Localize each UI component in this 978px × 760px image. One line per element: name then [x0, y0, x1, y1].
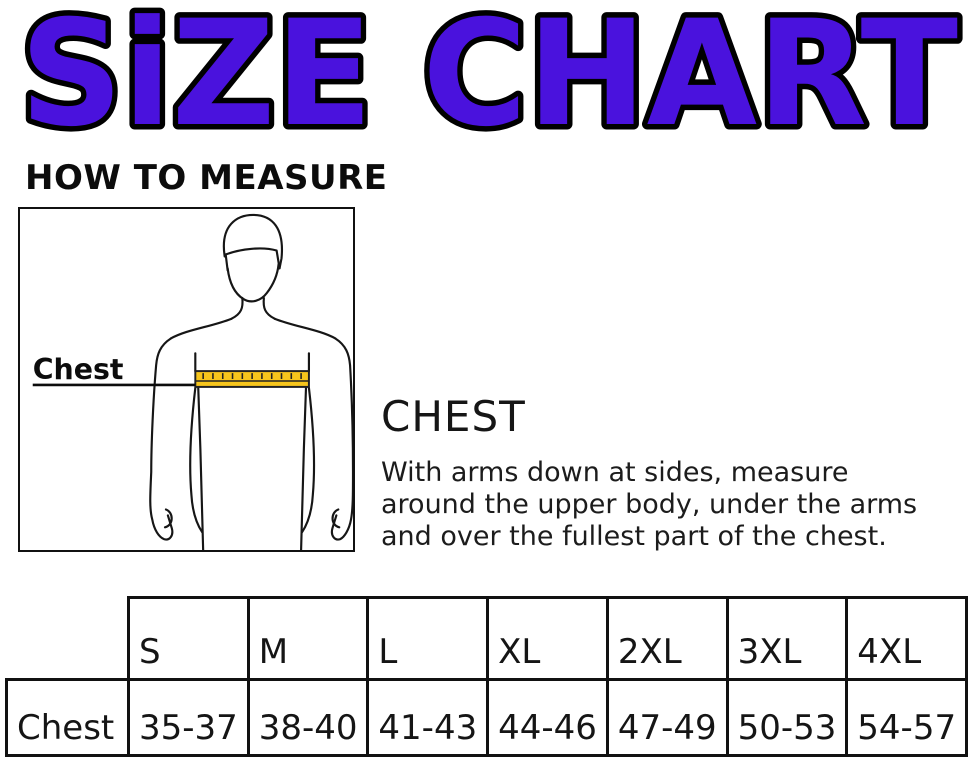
- chest-description-line: and over the fullest part of the chest.: [381, 521, 887, 552]
- chest-value-m: 38-40: [250, 678, 370, 757]
- size-col-header-l: L: [369, 596, 489, 678]
- chest-value-s: 35-37: [130, 678, 250, 757]
- chest-value-2xl: 47-49: [609, 678, 729, 757]
- size-col-header-4xl: 4XL: [848, 596, 968, 678]
- size-chart-title: SiZE CHART: [20, 0, 958, 155]
- chest-description-line: around the upper body, under the arms: [381, 489, 918, 520]
- chest-section-heading: CHEST: [381, 392, 526, 441]
- size-table-corner-spacer: [5, 596, 130, 678]
- chest-value-xl: 44-46: [489, 678, 609, 757]
- chest-description: [381, 457, 976, 553]
- chest-value-3xl: 50-53: [729, 678, 849, 757]
- chest-value-l: 41-43: [369, 678, 489, 757]
- chest-instructions-section: [381, 392, 976, 553]
- figure-arm-left: [150, 338, 172, 539]
- size-table: [5, 596, 968, 757]
- figure-shoulder-left: [171, 319, 232, 339]
- figure-hair: [224, 215, 282, 268]
- figure-arm-right: [332, 338, 353, 539]
- figure-neck-left: [232, 298, 243, 319]
- figure-shoulder-right: [275, 319, 336, 339]
- size-col-header-2xl: 2XL: [609, 596, 729, 678]
- size-col-header-m: M: [250, 596, 370, 678]
- figure-neck-right: [264, 298, 275, 319]
- figure-hairline: [226, 248, 280, 268]
- title-banner: [0, 0, 978, 155]
- how-to-measure-heading: HOW TO MEASURE: [25, 158, 388, 198]
- measure-figure-box: [18, 207, 355, 552]
- measuring-tape: [195, 371, 309, 387]
- size-col-header-xl: XL: [489, 596, 609, 678]
- chest-figure-label: Chest: [32, 352, 124, 387]
- title-svg: [0, 0, 978, 155]
- chest-row-label: Chest: [5, 678, 130, 757]
- chest-value-4xl: 54-57: [848, 678, 968, 757]
- size-col-header-s: S: [130, 596, 250, 678]
- size-col-header-3xl: 3XL: [729, 596, 849, 678]
- figure-face: [228, 264, 279, 301]
- body-figure-svg: [20, 209, 353, 550]
- chest-description-line: With arms down at sides, measure: [381, 457, 849, 488]
